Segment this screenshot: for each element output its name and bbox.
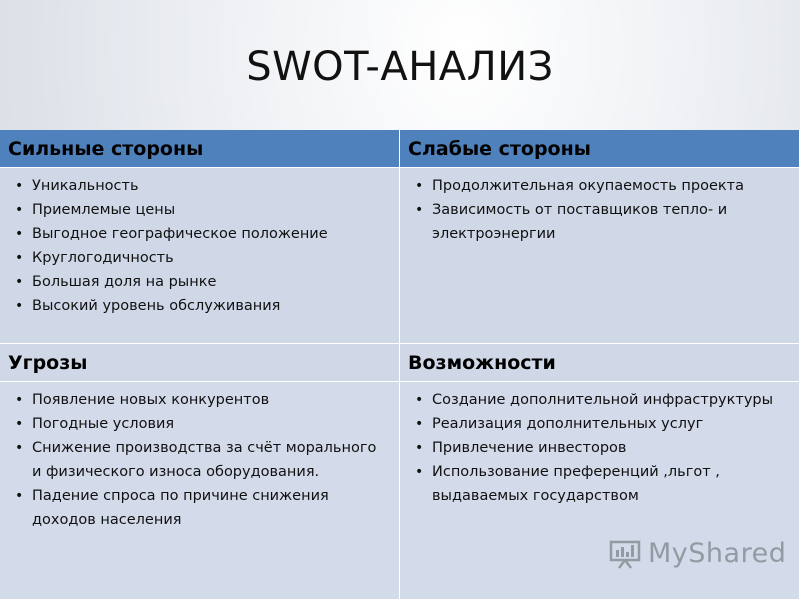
strengths-cell bbox=[0, 168, 400, 344]
threats-heading: Угрозы bbox=[0, 344, 400, 382]
weaknesses-heading: Слабые стороны bbox=[400, 130, 800, 168]
strengths-heading: Сильные стороны bbox=[0, 130, 400, 168]
list-item: • Круглогодичность bbox=[32, 246, 389, 270]
list-item: • Продолжительная окупаемость проекта bbox=[432, 174, 789, 198]
list-item: • Реализация дополнительных услуг bbox=[432, 412, 789, 436]
threats-cell bbox=[0, 382, 400, 600]
list-item: • Появление новых конкурентов bbox=[32, 388, 389, 412]
slide-title: SWOT-АНАЛИЗ bbox=[246, 44, 554, 90]
weaknesses-cell bbox=[400, 168, 800, 344]
weaknesses-list bbox=[408, 174, 789, 246]
presentation-board-icon bbox=[608, 536, 642, 570]
list-item: • Использование преференций ,льгот , выдаваемых государством bbox=[432, 460, 789, 508]
watermark-text: MyShared bbox=[648, 537, 787, 569]
swot-table bbox=[0, 130, 800, 600]
list-item: • Зависимость от поставщиков тепло- и электроэнергии bbox=[432, 198, 789, 246]
list-item: • Погодные условия bbox=[32, 412, 389, 436]
watermark bbox=[608, 536, 786, 570]
list-item: • Привлечение инвесторов bbox=[432, 436, 789, 460]
strengths-list bbox=[8, 174, 389, 318]
list-item: • Снижение производства за счёт морального и физического износа оборудования. bbox=[32, 436, 389, 484]
threats-list bbox=[8, 388, 389, 532]
opportunities-list bbox=[408, 388, 789, 508]
list-item: • Приемлемые цены bbox=[32, 198, 389, 222]
list-item: • Создание дополнительной инфраструктуры bbox=[432, 388, 789, 412]
list-item: • Выгодное географическое положение bbox=[32, 222, 389, 246]
opportunities-heading: Возможности bbox=[400, 344, 800, 382]
list-item: • Высокий уровень обслуживания bbox=[32, 294, 389, 318]
list-item: • Большая доля на рынке bbox=[32, 270, 389, 294]
list-item: • Падение спроса по причине снижения доходов населения bbox=[32, 484, 389, 532]
list-item: • Уникальность bbox=[32, 174, 389, 198]
